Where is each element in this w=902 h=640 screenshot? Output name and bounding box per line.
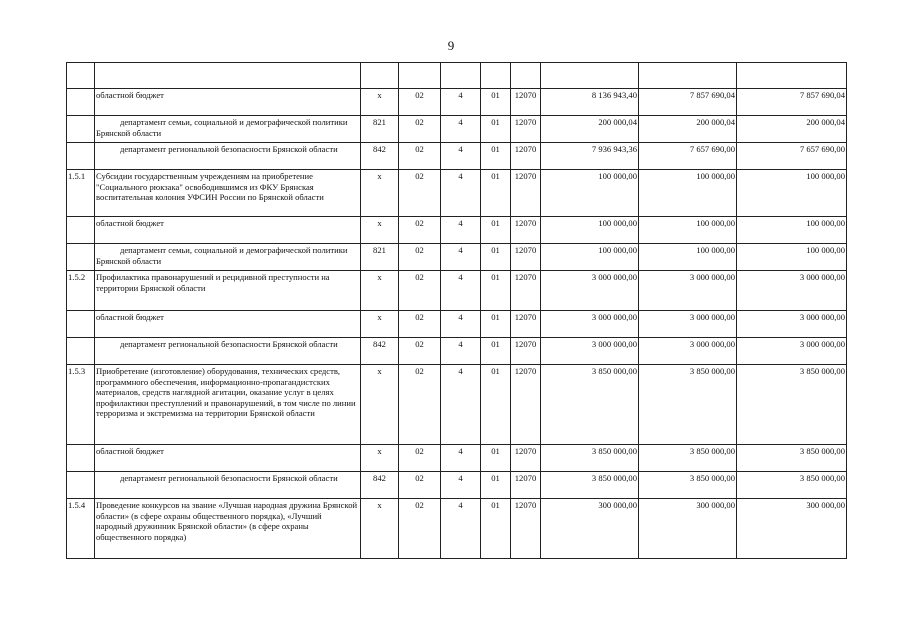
table-row [67, 63, 847, 89]
table-row [67, 89, 847, 116]
target-code: 12070 [511, 170, 541, 217]
subsection-code: 4 [441, 217, 481, 244]
row-number [67, 63, 95, 89]
grbs-code: 821 [361, 244, 399, 271]
table-row [67, 338, 847, 365]
amount-year-2: 7 857 690,04 [639, 89, 737, 116]
program-code: 01 [481, 472, 511, 499]
row-name: Субсидии государственным учреждениям на приобретение "Социального рюкзака" освободившимся из ФКУ Брянская воспитательная колония УФСИН России по Брянской области [95, 170, 361, 217]
row-number: 1.5.2 [67, 271, 95, 311]
row-number [67, 445, 95, 472]
table-row [67, 365, 847, 445]
grbs-code: х [361, 217, 399, 244]
section-code: 02 [399, 311, 441, 338]
amount-year-2: 3 000 000,00 [639, 271, 737, 311]
amount-year-3: 3 000 000,00 [737, 311, 847, 338]
row-name: Проведение конкурсов на звание «Лучшая народная дружина Брянской области» (в сфере охраны общественного порядка), «Лучший народный дружинник Брянской области» (в сфере охраны общественного порядка) [95, 499, 361, 559]
amount-year-3: 200 000,04 [737, 116, 847, 143]
row-number [67, 338, 95, 365]
target-code: 12070 [511, 365, 541, 445]
subsection-code: 4 [441, 311, 481, 338]
table-row [67, 311, 847, 338]
program-code: 01 [481, 89, 511, 116]
amount-year-1: 100 000,00 [541, 244, 639, 271]
target-code: 12070 [511, 89, 541, 116]
amount-year-1: 3 850 000,00 [541, 445, 639, 472]
table-row [67, 499, 847, 559]
amount-year-1: 100 000,00 [541, 170, 639, 217]
amount-year-1 [541, 63, 639, 89]
page-number: 9 [447, 38, 455, 53]
program-code: 01 [481, 271, 511, 311]
row-number [67, 311, 95, 338]
section-code: 02 [399, 89, 441, 116]
row-number: 1.5.4 [67, 499, 95, 559]
grbs-code [361, 63, 399, 89]
amount-year-2 [639, 63, 737, 89]
target-code: 12070 [511, 116, 541, 143]
target-code: 12070 [511, 217, 541, 244]
section-code: 02 [399, 116, 441, 143]
amount-year-1: 300 000,00 [541, 499, 639, 559]
program-code: 01 [481, 338, 511, 365]
target-code [511, 63, 541, 89]
amount-year-2: 7 657 690,00 [639, 143, 737, 170]
amount-year-1: 8 136 943,40 [541, 89, 639, 116]
subsection-code: 4 [441, 170, 481, 217]
row-name: департамент семьи, социальной и демографической политики Брянской области [95, 244, 361, 271]
amount-year-3: 100 000,00 [737, 217, 847, 244]
table-row [67, 143, 847, 170]
amount-year-1: 100 000,00 [541, 217, 639, 244]
row-name: Приобретение (изготовление) оборудования, технических средств, программного обеспечения, информационно-пропагандистских материалов, средств наглядной агитации, оказание услуг в целях профилактики преступлений и правонарушений, в том числе по линии терроризма и экстремизма на территории Брянской области [95, 365, 361, 445]
amount-year-2: 3 850 000,00 [639, 472, 737, 499]
row-name [95, 63, 361, 89]
target-code: 12070 [511, 311, 541, 338]
subsection-code: 4 [441, 271, 481, 311]
subsection-code: 4 [441, 338, 481, 365]
amount-year-3: 3 000 000,00 [737, 338, 847, 365]
program-code: 01 [481, 499, 511, 559]
grbs-code: 842 [361, 472, 399, 499]
row-name: департамент региональной безопасности Брянской области [95, 472, 361, 499]
section-code: 02 [399, 338, 441, 365]
amount-year-3: 7 857 690,04 [737, 89, 847, 116]
grbs-code: х [361, 445, 399, 472]
section-code: 02 [399, 143, 441, 170]
table-row [67, 244, 847, 271]
amount-year-3: 3 850 000,00 [737, 445, 847, 472]
table-row [67, 170, 847, 217]
amount-year-3: 100 000,00 [737, 170, 847, 217]
section-code: 02 [399, 445, 441, 472]
section-code: 02 [399, 271, 441, 311]
subsection-code: 4 [441, 365, 481, 445]
program-code: 01 [481, 311, 511, 338]
subsection-code: 4 [441, 445, 481, 472]
section-code [399, 63, 441, 89]
subsection-code: 4 [441, 89, 481, 116]
amount-year-2: 100 000,00 [639, 217, 737, 244]
row-name: областной бюджет [95, 445, 361, 472]
amount-year-2: 3 000 000,00 [639, 338, 737, 365]
grbs-code: х [361, 499, 399, 559]
subsection-code: 4 [441, 244, 481, 271]
amount-year-2: 3 000 000,00 [639, 311, 737, 338]
grbs-code: х [361, 365, 399, 445]
amount-year-3: 3 850 000,00 [737, 365, 847, 445]
amount-year-1: 3 000 000,00 [541, 271, 639, 311]
amount-year-3: 100 000,00 [737, 244, 847, 271]
section-code: 02 [399, 217, 441, 244]
subsection-code: 4 [441, 143, 481, 170]
row-number: 1.5.1 [67, 170, 95, 217]
amount-year-2: 300 000,00 [639, 499, 737, 559]
target-code: 12070 [511, 271, 541, 311]
table-row [67, 472, 847, 499]
amount-year-1: 3 850 000,00 [541, 365, 639, 445]
row-name: департамент региональной безопасности Брянской области [95, 143, 361, 170]
amount-year-2: 100 000,00 [639, 170, 737, 217]
row-number [67, 116, 95, 143]
amount-year-1: 7 936 943,36 [541, 143, 639, 170]
row-number [67, 472, 95, 499]
amount-year-3 [737, 63, 847, 89]
target-code: 12070 [511, 244, 541, 271]
amount-year-2: 100 000,00 [639, 244, 737, 271]
row-number [67, 89, 95, 116]
row-name: областной бюджет [95, 217, 361, 244]
program-code [481, 63, 511, 89]
table-row [67, 116, 847, 143]
row-name: департамент семьи, социальной и демографической политики Брянской области [95, 116, 361, 143]
amount-year-2: 3 850 000,00 [639, 365, 737, 445]
amount-year-2: 200 000,04 [639, 116, 737, 143]
amount-year-3: 3 000 000,00 [737, 271, 847, 311]
table-row [67, 445, 847, 472]
grbs-code: 842 [361, 338, 399, 365]
program-code: 01 [481, 365, 511, 445]
target-code: 12070 [511, 338, 541, 365]
amount-year-3: 300 000,00 [737, 499, 847, 559]
section-code: 02 [399, 244, 441, 271]
grbs-code: х [361, 89, 399, 116]
grbs-code: 821 [361, 116, 399, 143]
program-code: 01 [481, 445, 511, 472]
table-row [67, 271, 847, 311]
program-code: 01 [481, 143, 511, 170]
program-code: 01 [481, 244, 511, 271]
subsection-code: 4 [441, 116, 481, 143]
amount-year-1: 3 850 000,00 [541, 472, 639, 499]
program-code: 01 [481, 170, 511, 217]
program-code: 01 [481, 116, 511, 143]
grbs-code: х [361, 311, 399, 338]
row-number [67, 244, 95, 271]
section-code: 02 [399, 499, 441, 559]
target-code: 12070 [511, 445, 541, 472]
row-name: областной бюджет [95, 89, 361, 116]
grbs-code: 842 [361, 143, 399, 170]
amount-year-3: 3 850 000,00 [737, 472, 847, 499]
row-number [67, 143, 95, 170]
target-code: 12070 [511, 472, 541, 499]
row-name: департамент региональной безопасности Брянской области [95, 338, 361, 365]
section-code: 02 [399, 472, 441, 499]
subsection-code: 4 [441, 499, 481, 559]
amount-year-1: 200 000,04 [541, 116, 639, 143]
row-number: 1.5.3 [67, 365, 95, 445]
row-name: Профилактика правонарушений и рецидивной преступности на территории Брянской области [95, 271, 361, 311]
target-code: 12070 [511, 143, 541, 170]
section-code: 02 [399, 365, 441, 445]
subsection-code: 4 [441, 472, 481, 499]
program-code: 01 [481, 217, 511, 244]
table-row [67, 217, 847, 244]
section-code: 02 [399, 170, 441, 217]
subsection-code [441, 63, 481, 89]
budget-table [66, 62, 847, 559]
row-name: областной бюджет [95, 311, 361, 338]
row-number [67, 217, 95, 244]
grbs-code: х [361, 271, 399, 311]
target-code: 12070 [511, 499, 541, 559]
amount-year-1: 3 000 000,00 [541, 311, 639, 338]
grbs-code: х [361, 170, 399, 217]
amount-year-1: 3 000 000,00 [541, 338, 639, 365]
amount-year-2: 3 850 000,00 [639, 445, 737, 472]
amount-year-3: 7 657 690,00 [737, 143, 847, 170]
